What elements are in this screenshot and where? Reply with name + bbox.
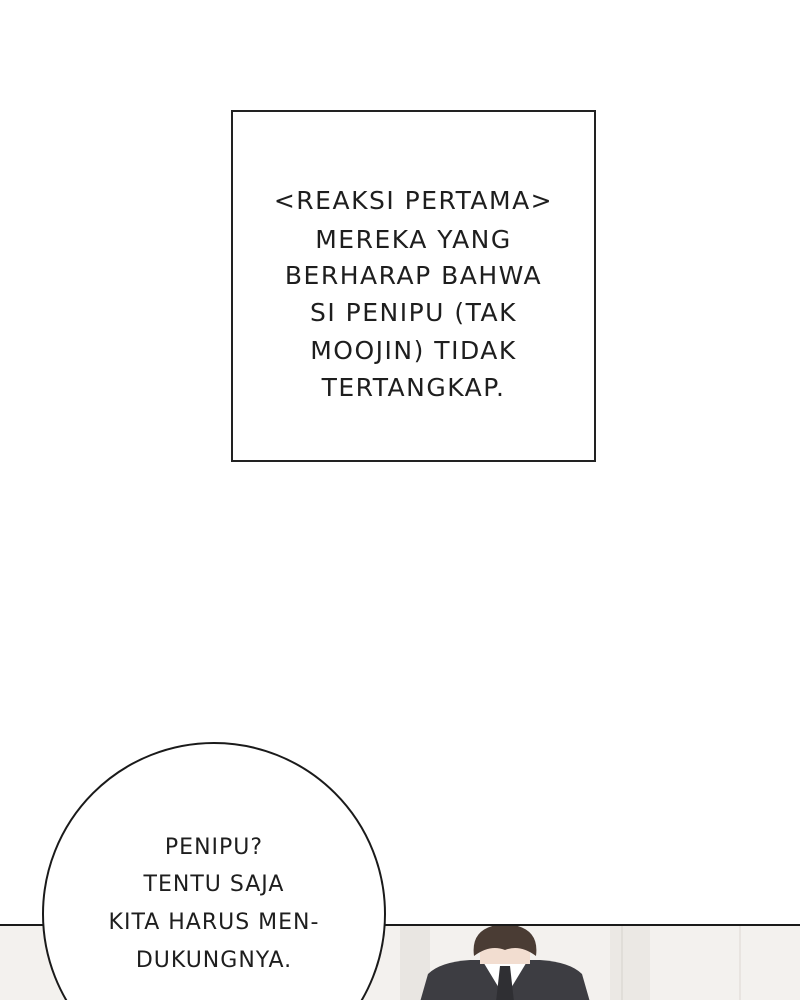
bubble-line: PENIPU? — [164, 835, 264, 860]
bubble-line: TENTU SAJA — [143, 872, 285, 897]
caption-line: <REAKSI PERTAMA> — [273, 186, 554, 215]
caption-line: TERTANGKAP. — [321, 373, 506, 402]
narration-caption-box — [231, 110, 596, 462]
caption-line: MEREKA YANG — [315, 225, 512, 254]
bubble-line: DUKUNGNYA. — [135, 948, 293, 973]
speech-bubble — [42, 742, 386, 1000]
bubble-line: KITA HARUS MEN- — [108, 910, 320, 935]
caption-line: MOOJIN) TIDAK — [310, 336, 517, 365]
caption-line: SI PENIPU (TAK — [309, 298, 518, 327]
caption-line: BERHARAP BAHWA — [284, 261, 543, 290]
